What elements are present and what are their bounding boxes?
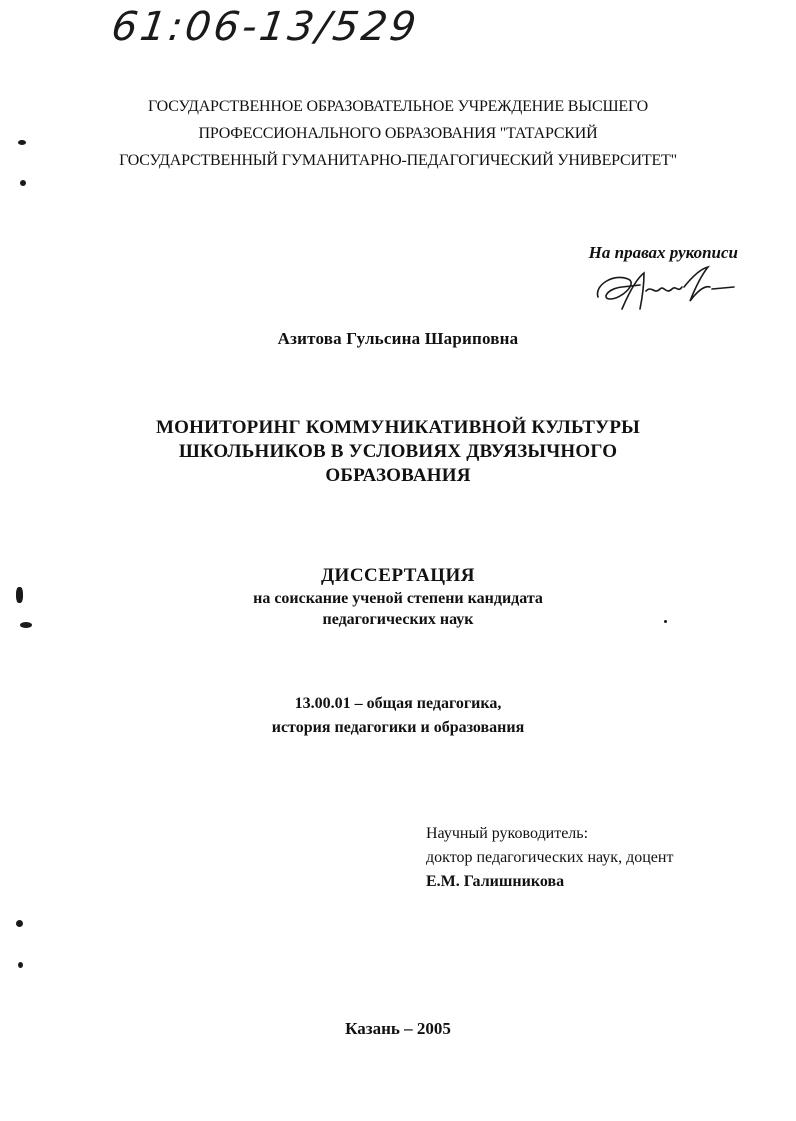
scan-mark — [20, 622, 32, 628]
scan-mark — [664, 620, 667, 623]
institution-line-1: ГОСУДАРСТВЕННОЕ ОБРАЗОВАТЕЛЬНОЕ УЧРЕЖДЕНИЕ ВЫСШЕГО — [148, 98, 648, 115]
supervisor-degree: доктор педагогических наук, доцент — [426, 849, 674, 866]
institution-line-2: ПРОФЕССИОНАЛЬНОГО ОБРАЗОВАНИЯ "ТАТАРСКИЙ — [198, 125, 598, 142]
scan-mark — [18, 962, 23, 968]
specialty-line-1: 13.00.01 – общая педагогика, — [294, 695, 502, 712]
title-line-1: МОНИТОРИНГ КОММУНИКАТИВНОЙ КУЛЬТУРЫ — [156, 417, 640, 438]
supervisor-name: Е.М. Галишникова — [426, 873, 565, 890]
city-year: Казань – 2005 — [345, 1019, 451, 1038]
author-signature — [592, 265, 742, 318]
scan-mark — [20, 180, 26, 186]
manuscript-rights-note: На правах рукописи — [588, 243, 738, 262]
scan-mark — [16, 920, 23, 927]
supervisor-block — [426, 822, 673, 894]
degree-sought — [0, 588, 796, 630]
degree-line-1: на соискание ученой степени кандидата — [253, 590, 543, 607]
scan-mark — [16, 587, 23, 603]
title-line-3: ОБРАЗОВАНИЯ — [325, 465, 471, 486]
scan-mark — [18, 140, 26, 145]
document-type-heading: ДИССЕРТАЦИЯ — [320, 565, 476, 586]
institution-header — [0, 93, 796, 174]
institution-line-3: ГОСУДАРСТВЕННЫЙ ГУМАНИТАРНО-ПЕДАГОГИЧЕСКИЙ УНИВЕРСИТЕТ" — [119, 152, 677, 169]
specialty-line-2: история педагогики и образования — [271, 719, 525, 736]
dissertation-title — [0, 416, 796, 488]
title-line-2: ШКОЛЬНИКОВ В УСЛОВИЯХ ДВУЯЗЫЧНОГО — [178, 441, 618, 462]
supervisor-label: Научный руководитель: — [426, 825, 589, 842]
specialty-block — [0, 692, 796, 740]
degree-line-2: педагогических наук — [322, 611, 474, 628]
author-name: Азитова Гульсина Шариповна — [277, 329, 519, 348]
handwritten-catalog-number: 61:06-13/529 — [108, 4, 422, 50]
